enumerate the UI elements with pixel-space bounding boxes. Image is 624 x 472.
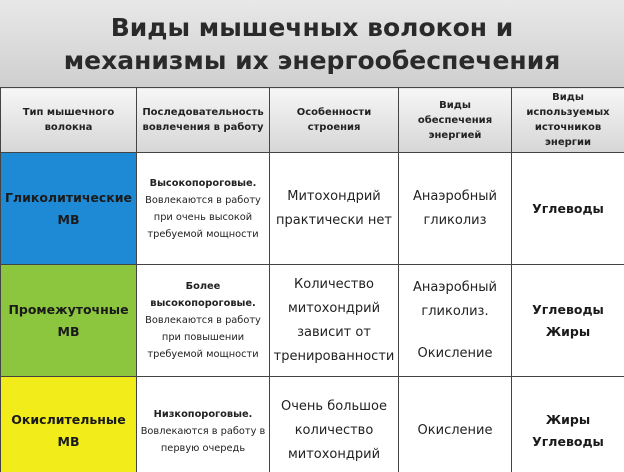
structure-cell: Очень большое количество митохондрий [270,377,399,472]
sequence-cell: Более высокопороговые. Вовлекаются в работу при повышении требуемой мощности [137,265,270,377]
energy-supply-cell: Анаэробный гликолиз. Окисление [399,265,512,377]
energy-supply-cell: Окисление [399,377,512,472]
title-line-2: механизмы их энергообеспечения [63,45,561,75]
structure-cell: Митохондрий практически нет [270,153,399,265]
fiber-types-table [0,87,624,472]
header-type: Тип мышечного волокна [1,88,137,153]
fiber-type-cell: Окислительные МВ [1,377,137,472]
title-line-1: Виды мышечных волокон и [110,12,514,42]
energy-source-cell: Углеводы [512,153,624,265]
fiber-type-cell: Промежуточные МВ [1,265,137,377]
header-energy-supply: Виды обеспечения энергией [399,88,512,153]
table-row [1,377,624,472]
table-row [1,265,624,377]
sequence-cell: Низкопороговые. Вовлекаются в работу в первую очередь [137,377,270,472]
sequence-cell: Высокопороговые. Вовлекаются в работу при очень высокой требуемой мощности [137,153,270,265]
energy-supply-cell: Анаэробный гликолиз [399,153,512,265]
energy-source-cell: Жиры Углеводы [512,377,624,472]
energy-source-cell: Углеводы Жиры [512,265,624,377]
title-banner [0,0,624,87]
header-structure: Особенности строения [270,88,399,153]
table-header-row [1,88,624,153]
header-sequence: Последовательность вовлечения в работу [137,88,270,153]
table-row [1,153,624,265]
fiber-type-cell: Гликолитические МВ [1,153,137,265]
header-energy-sources: Виды используемых источников энергии [512,88,624,153]
structure-cell: Количество митохондрий зависит от тренированности [270,265,399,377]
